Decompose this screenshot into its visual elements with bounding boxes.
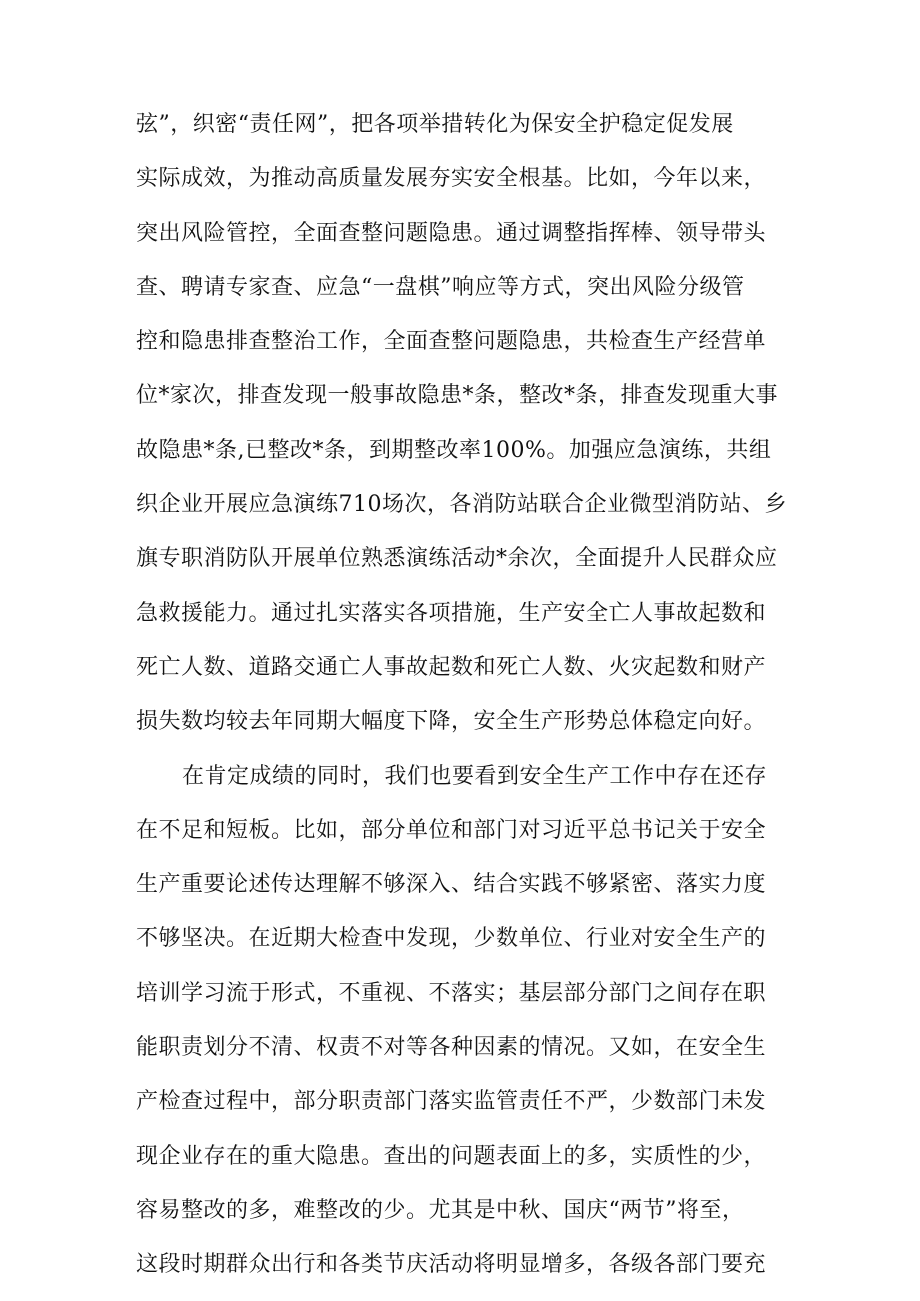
text-line: 现企业存在的重大隐患。查出的问题表面上的多，实质性的少， [136,1143,767,1169]
text-line: 急救援能力。通过扎实落实各项措施，生产安全亡人事故起数和 [136,600,767,626]
text-line: 容易整改的多，难整改的少。尤其是中秋、国庆“两节”将至， [136,1197,745,1223]
paragraph-2 [136,750,788,1293]
text-line: 位*家次，排查发现一般事故隐患*条，整改*条，排查发现重大事 [136,383,779,409]
text-line: 实际成效，为推动高质量发展夯实安全根基。比如，今年以来， [136,166,767,192]
text-line: 生产重要论述传达理解不够深入、结合实践不够紧密、落实力度 [136,872,767,898]
text-line: 死亡人数、道路交通亡人事故起数和死亡人数、火灾起数和财产 [136,654,767,680]
text-line: 控和隐患排查整治工作，全面查整问题隐患，共检查生产经营单 [136,329,767,355]
text-line: 织企业开展应急演练710场次，各消防站联合企业微型消防站、乡 [136,492,787,518]
document-body [136,98,788,1293]
text-line: 在不足和短板。比如，部分单位和部门对习近平总书记关于安全 [136,817,767,843]
text-line: 故隐患*条,已整改*条，到期整改率100%。加强应急演练，共组 [136,437,772,463]
text-line: 突出风险管控，全面查整问题隐患。通过调整指挥棒、领导带头 [136,220,767,246]
text-line: 在肯定成绩的同时，我们也要看到安全生产工作中存在还存 [182,763,768,789]
text-line: 产检查过程中，部分职责部门落实监管责任不严，少数部门未发 [136,1089,767,1115]
text-line: 旗专职消防队开展单位熟悉演练活动*余次，全面提升人民群众应 [136,546,778,572]
text-line: 弦”，织密“责任网”，把各项举措转化为保安全护稳定促发展 [136,112,734,137]
text-line: 能职责划分不清、权责不对等各种因素的情况。又如，在安全生 [136,1035,767,1061]
paragraph-1 [136,98,788,750]
text-line: 查、聘请专家查、应急“一盘棋”响应等方式，突出风险分级管 [136,274,745,300]
text-line: 损失数均较去年同期大幅度下降，安全生产形势总体稳定向好。 [136,709,767,735]
text-line: 不够坚决。在近期大检查中发现，少数单位、行业对安全生产的 [136,926,767,952]
text-line: 培训学习流于形式，不重视、不落实；基层部分部门之间存在职 [136,980,767,1006]
text-line: 这段时期群众出行和各类节庆活动将明显增多，各级各部门要充 [136,1252,767,1278]
